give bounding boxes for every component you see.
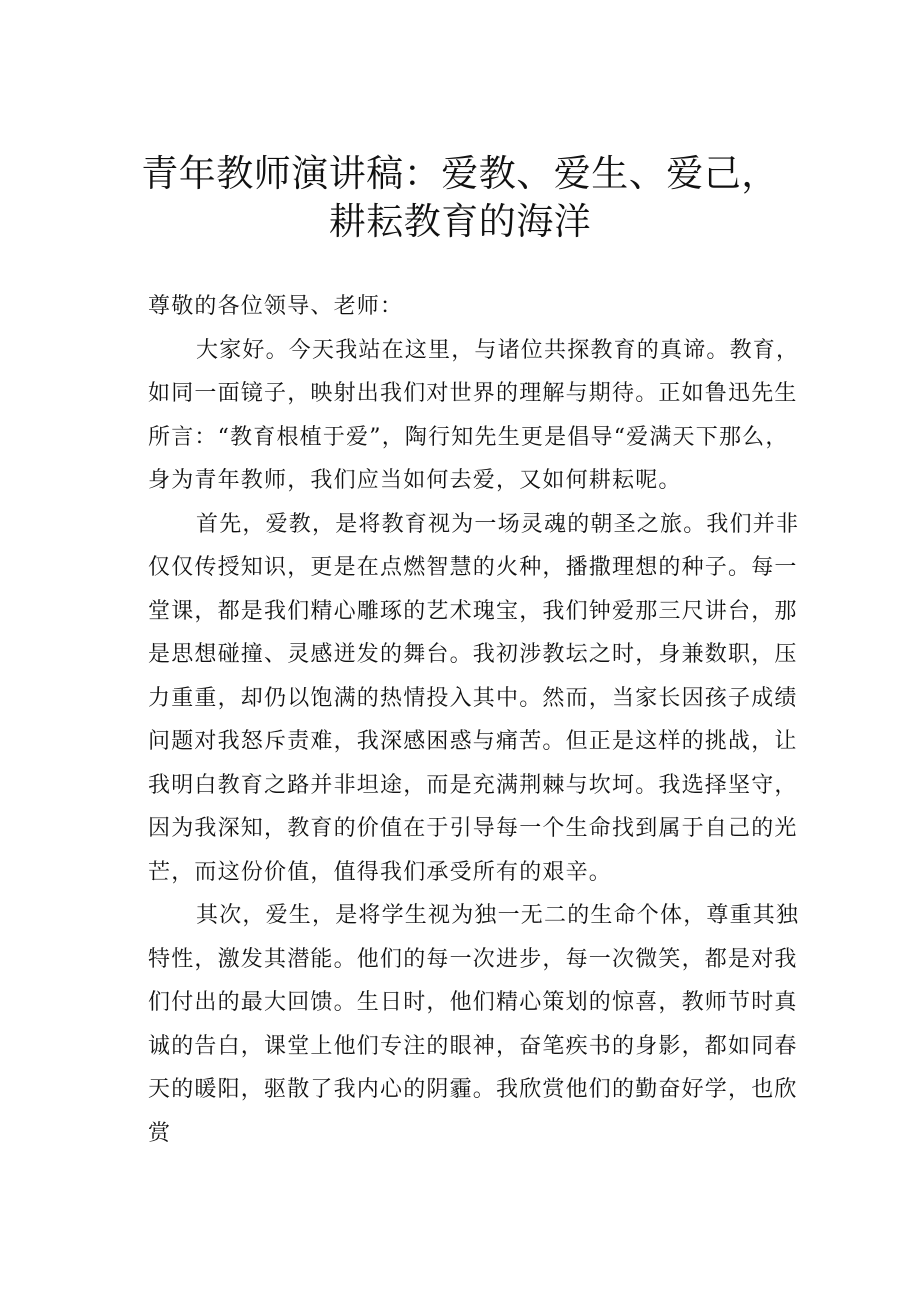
paragraph-greeting: 大家好。今天我站在这里，与诸位共探教育的真谛。教育，如同一面镜子，映射出我们对世界的理解与期待。正如鲁迅先生所言：“教育根植于爱”，陶行知先生更是倡导“爱满天下那么，身为青年教师，我们应当如何去爱，又如何耕耘呢。 [148, 337, 800, 493]
salutation: 尊敬的各位领导、老师： [148, 294, 404, 319]
title-line-2: 耕耘教育的海洋 [328, 200, 592, 243]
speech-body [148, 285, 808, 1155]
title-line-1: 青年教师演讲稿：爱教、爱生、爱己， [141, 152, 779, 195]
page-title [120, 150, 800, 246]
paragraph-love-teaching: 首先，爱教，是将教育视为一场灵魂的朝圣之旅。我们并非仅仅传授知识，更是在点燃智慧的火种，播撒理想的种子。每一堂课，都是我们精心雕琢的艺术瑰宝，我们钟爱那三尺讲台，那是思想碰撞、灵感迸发的舞台。我初涉教坛之时，身兼数职，压力重重，却仍以饱满的热情投入其中。然而，当家长因孩子成绩问题对我怒斥责难，我深感困惑与痛苦。但正是这样的挑战，让我明白教育之路并非坦途，而是充满荆棘与坎坷。我选择坚守，因为我深知，教育的价值在于引导每一个生命找到属于自己的光芒，而这份价值，值得我们承受所有的艰辛。 [148, 511, 800, 885]
paragraph-love-students: 其次，爱生，是将学生视为独一无二的生命个体，尊重其独特性，激发其潜能。他们的每一次进步，每一次微笑，都是对我们付出的最大回馈。生日时，他们精心策划的惊喜，教师节时真诚的告白，课堂上他们专注的眼神，奋笔疾书的身影，都如同春天的暖阳，驱散了我内心的阴霾。我欣赏他们的勤奋好学，也欣赏 [148, 903, 800, 1146]
